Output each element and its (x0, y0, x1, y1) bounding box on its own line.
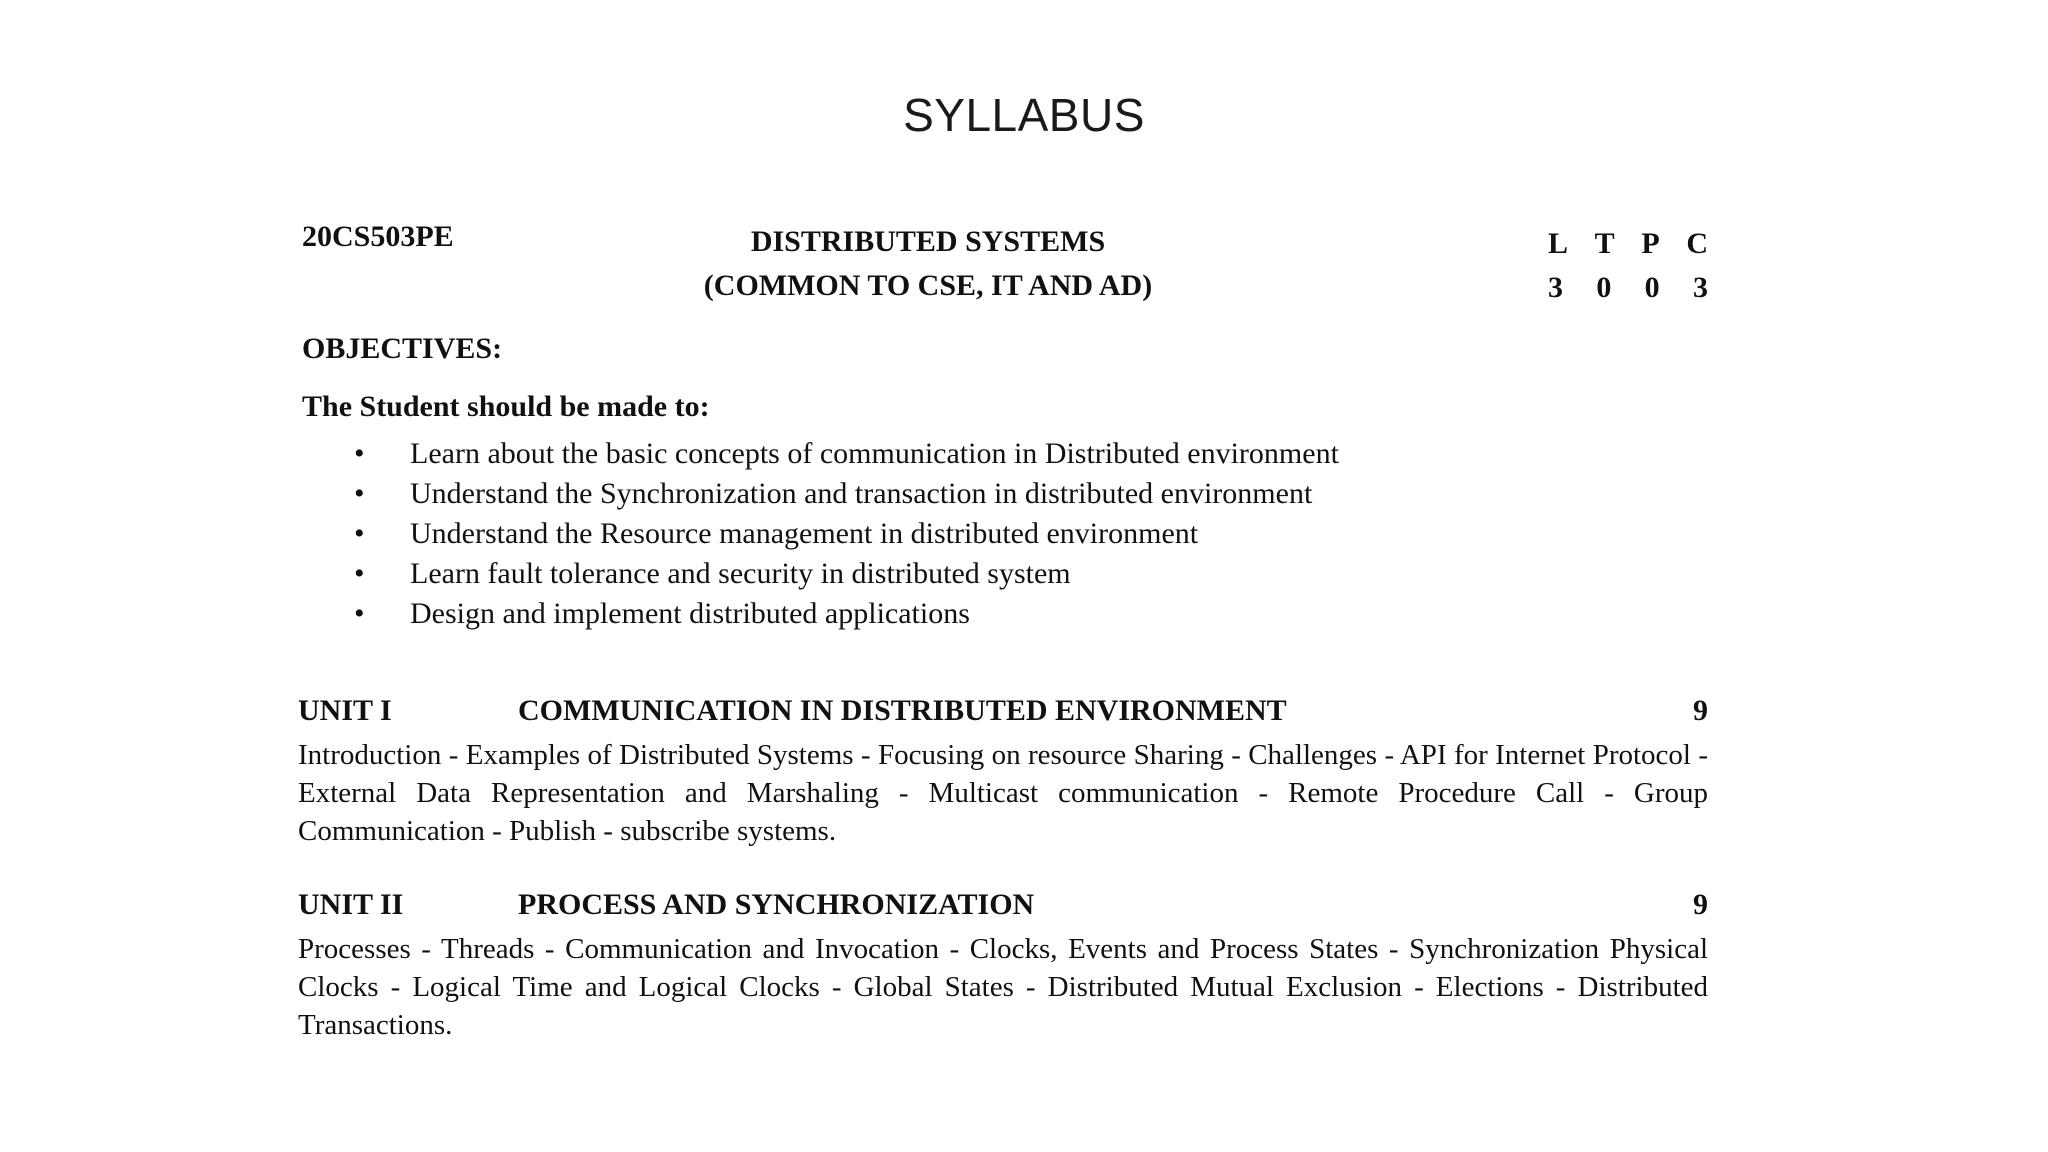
course-title-block (608, 220, 1248, 308)
objectives-list (298, 434, 1708, 634)
unit-title: PROCESS AND SYNCHRONIZATION (518, 888, 1035, 921)
ltpc-values-row (1548, 266, 1708, 310)
ltpc-value-l: 3 (1548, 271, 1563, 304)
bullet-icon: • (354, 557, 365, 590)
ltpc-value-c: 3 (1692, 271, 1708, 304)
ltpc-label-p: P (1641, 227, 1660, 260)
unit-hours: 9 (1693, 694, 1708, 727)
course-title: DISTRIBUTED SYSTEMS (750, 225, 1106, 258)
unit-title: COMMUNICATION IN DISTRIBUTED ENVIRONMENT (518, 694, 1287, 727)
unit-section (298, 694, 1708, 850)
objective-text: Design and implement distributed applications (410, 597, 970, 630)
list-item (298, 554, 1708, 594)
list-item (298, 514, 1708, 554)
syllabus-document (298, 214, 1708, 1044)
list-item (298, 594, 1708, 634)
slide-title: SYLLABUS (903, 89, 1145, 141)
bullet-icon: • (354, 517, 365, 550)
objective-text: Learn about the basic concepts of communication in Distributed environment (410, 437, 1339, 470)
ltpc-labels-row (1548, 222, 1708, 266)
unit-section (298, 888, 1708, 1044)
unit-body: Processes - Threads - Communication and Invocation - Clocks, Events and Process States - Synchronization Physical Clocks - Logical Time and Logical Clocks - Global States - Distributed Mutual Exclusion - Elections - Distributed Transactions. (298, 933, 1708, 1041)
bullet-icon: • (354, 597, 365, 630)
unit-header (298, 888, 1708, 928)
ltpc-label-c: C (1686, 227, 1708, 260)
list-item (298, 434, 1708, 474)
ltpc-table (1548, 222, 1708, 310)
list-item (298, 474, 1708, 514)
objectives-intro: The Student should be made to: (302, 390, 710, 423)
unit-header (298, 694, 1708, 734)
bullet-icon: • (354, 437, 365, 470)
unit-label: UNIT I (298, 694, 392, 727)
objective-text: Understand the Resource management in distributed environment (410, 517, 1199, 550)
course-subtitle: (COMMON TO CSE, IT AND AD) (703, 269, 1153, 302)
course-header (298, 214, 1708, 310)
ltpc-value-p: 0 (1644, 271, 1660, 304)
bullet-icon: • (354, 477, 365, 510)
unit-label: UNIT II (298, 888, 404, 921)
objectives-heading: OBJECTIVES: (302, 332, 503, 365)
ltpc-label-l: L (1548, 227, 1569, 260)
ltpc-label-t: T (1594, 227, 1615, 260)
unit-hours: 9 (1693, 888, 1708, 921)
unit-body: Introduction - Examples of Distributed Systems - Focusing on resource Sharing - Challenges - API for Internet Protocol - External Data Representation and Marshaling - Multicast communication - Remote Procedure Call - Group Communication - Publish - subscribe systems. (298, 739, 1708, 847)
ltpc-value-t: 0 (1596, 271, 1612, 304)
objective-text: Understand the Synchronization and transaction in distributed environment (410, 477, 1313, 510)
course-code: 20CS503PE (302, 220, 454, 253)
objective-text: Learn fault tolerance and security in distributed system (410, 557, 1071, 590)
